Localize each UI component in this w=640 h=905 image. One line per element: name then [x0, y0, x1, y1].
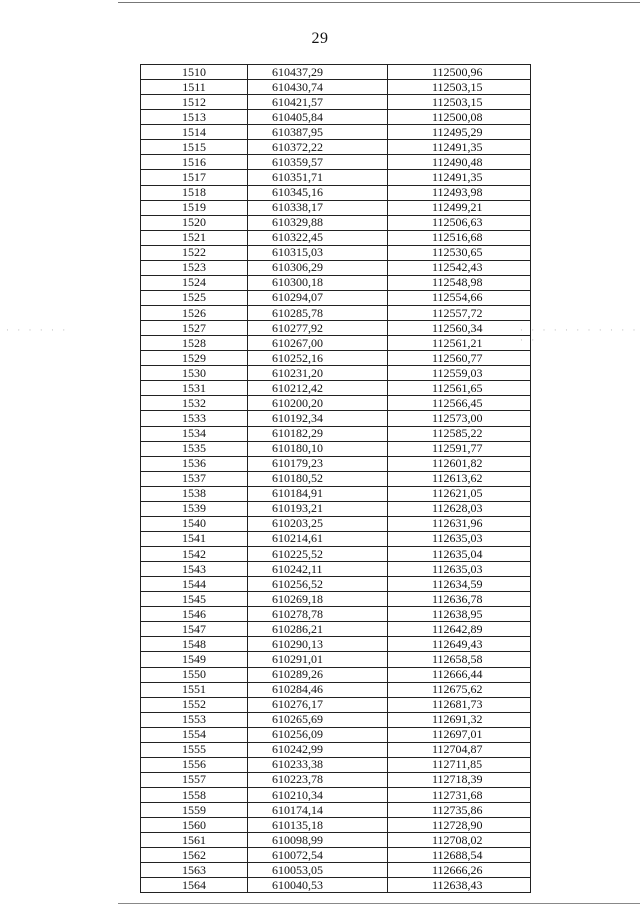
y-coordinate-cell: 112666,26	[388, 863, 531, 878]
y-coordinate-cell: 112636,78	[388, 592, 531, 607]
coordinates-table	[140, 64, 531, 893]
y-coordinate-cell: 112573,00	[388, 411, 531, 426]
table-row	[141, 531, 531, 546]
x-coordinate-cell: 610182,29	[248, 426, 388, 441]
table-row	[141, 863, 531, 878]
point-number-cell: 1542	[141, 547, 248, 562]
y-coordinate-cell: 112548,98	[388, 275, 531, 290]
table-row	[141, 290, 531, 305]
table-row	[141, 727, 531, 742]
x-coordinate-cell: 610345,16	[248, 185, 388, 200]
x-coordinate-cell: 610231,20	[248, 366, 388, 381]
x-coordinate-cell: 610135,18	[248, 818, 388, 833]
y-coordinate-cell: 112634,59	[388, 577, 531, 592]
point-number-cell: 1513	[141, 110, 248, 125]
table-row	[141, 110, 531, 125]
y-coordinate-cell: 112503,15	[388, 95, 531, 110]
y-coordinate-cell: 112635,03	[388, 531, 531, 546]
y-coordinate-cell: 112490,48	[388, 155, 531, 170]
x-coordinate-cell: 610387,95	[248, 125, 388, 140]
table-row	[141, 65, 531, 80]
y-coordinate-cell: 112601,82	[388, 456, 531, 471]
y-coordinate-cell: 112503,15	[388, 80, 531, 95]
y-coordinate-cell: 112697,01	[388, 727, 531, 742]
table-row	[141, 95, 531, 110]
coordinates-table-body	[141, 65, 531, 893]
y-coordinate-cell: 112500,08	[388, 110, 531, 125]
table-row	[141, 230, 531, 245]
x-coordinate-cell: 610179,23	[248, 456, 388, 471]
table-row	[141, 185, 531, 200]
point-number-cell: 1526	[141, 306, 248, 321]
y-coordinate-cell: 112691,32	[388, 712, 531, 727]
x-coordinate-cell: 610306,29	[248, 260, 388, 275]
y-coordinate-cell: 112666,44	[388, 667, 531, 682]
table-row	[141, 366, 531, 381]
x-coordinate-cell: 610180,52	[248, 471, 388, 486]
table-row	[141, 803, 531, 818]
x-coordinate-cell: 610285,78	[248, 306, 388, 321]
table-row	[141, 592, 531, 607]
point-number-cell: 1539	[141, 501, 248, 516]
x-coordinate-cell: 610212,42	[248, 381, 388, 396]
point-number-cell: 1516	[141, 155, 248, 170]
y-coordinate-cell: 112495,29	[388, 125, 531, 140]
x-coordinate-cell: 610267,00	[248, 336, 388, 351]
x-coordinate-cell: 610329,88	[248, 215, 388, 230]
x-coordinate-cell: 610300,18	[248, 275, 388, 290]
table-row	[141, 516, 531, 531]
x-coordinate-cell: 610351,71	[248, 170, 388, 185]
table-row	[141, 637, 531, 652]
point-number-cell: 1550	[141, 667, 248, 682]
point-number-cell: 1524	[141, 275, 248, 290]
table-row	[141, 275, 531, 290]
point-number-cell: 1553	[141, 712, 248, 727]
x-coordinate-cell: 610242,11	[248, 562, 388, 577]
y-coordinate-cell: 112704,87	[388, 742, 531, 757]
x-coordinate-cell: 610294,07	[248, 290, 388, 305]
x-coordinate-cell: 610223,78	[248, 772, 388, 787]
point-number-cell: 1546	[141, 607, 248, 622]
y-coordinate-cell: 112591,77	[388, 441, 531, 456]
point-number-cell: 1520	[141, 215, 248, 230]
x-coordinate-cell: 610269,18	[248, 592, 388, 607]
bottom-rule	[118, 903, 640, 904]
x-coordinate-cell: 610265,69	[248, 712, 388, 727]
x-coordinate-cell: 610277,92	[248, 321, 388, 336]
table-row	[141, 712, 531, 727]
x-coordinate-cell: 610193,21	[248, 501, 388, 516]
table-row	[141, 351, 531, 366]
table-row	[141, 471, 531, 486]
top-rule	[118, 2, 640, 3]
x-coordinate-cell: 610200,20	[248, 396, 388, 411]
point-number-cell: 1557	[141, 772, 248, 787]
point-number-cell: 1564	[141, 878, 248, 893]
point-number-cell: 1525	[141, 290, 248, 305]
y-coordinate-cell: 112635,03	[388, 562, 531, 577]
point-number-cell: 1554	[141, 727, 248, 742]
y-coordinate-cell: 112658,58	[388, 652, 531, 667]
y-coordinate-cell: 112491,35	[388, 140, 531, 155]
point-number-cell: 1535	[141, 441, 248, 456]
point-number-cell: 1548	[141, 637, 248, 652]
x-coordinate-cell: 610284,46	[248, 682, 388, 697]
x-coordinate-cell: 610430,74	[248, 80, 388, 95]
point-number-cell: 1540	[141, 516, 248, 531]
x-coordinate-cell: 610421,57	[248, 95, 388, 110]
x-coordinate-cell: 610225,52	[248, 547, 388, 562]
x-coordinate-cell: 610338,17	[248, 200, 388, 215]
point-number-cell: 1518	[141, 185, 248, 200]
scan-artifact-dots-left: · · · · · ·	[6, 325, 69, 335]
point-number-cell: 1510	[141, 65, 248, 80]
point-number-cell: 1555	[141, 742, 248, 757]
y-coordinate-cell: 112560,77	[388, 351, 531, 366]
point-number-cell: 1523	[141, 260, 248, 275]
y-coordinate-cell: 112561,65	[388, 381, 531, 396]
x-coordinate-cell: 610184,91	[248, 486, 388, 501]
y-coordinate-cell: 112542,43	[388, 260, 531, 275]
y-coordinate-cell: 112621,05	[388, 486, 531, 501]
x-coordinate-cell: 610214,61	[248, 531, 388, 546]
point-number-cell: 1519	[141, 200, 248, 215]
y-coordinate-cell: 112635,04	[388, 547, 531, 562]
point-number-cell: 1547	[141, 622, 248, 637]
table-row	[141, 170, 531, 185]
scan-artifact-dots-right: · · · · · · · · · · · · ·	[520, 325, 639, 345]
x-coordinate-cell: 610192,34	[248, 411, 388, 426]
table-row	[141, 667, 531, 682]
point-number-cell: 1544	[141, 577, 248, 592]
table-row	[141, 80, 531, 95]
point-number-cell: 1530	[141, 366, 248, 381]
table-row	[141, 200, 531, 215]
x-coordinate-cell: 610242,99	[248, 742, 388, 757]
table-row	[141, 742, 531, 757]
point-number-cell: 1560	[141, 818, 248, 833]
y-coordinate-cell: 112561,21	[388, 336, 531, 351]
point-number-cell: 1534	[141, 426, 248, 441]
table-row	[141, 321, 531, 336]
table-row	[141, 788, 531, 803]
point-number-cell: 1545	[141, 592, 248, 607]
point-number-cell: 1551	[141, 682, 248, 697]
table-row	[141, 682, 531, 697]
point-number-cell: 1563	[141, 863, 248, 878]
point-number-cell: 1527	[141, 321, 248, 336]
table-row	[141, 336, 531, 351]
x-coordinate-cell: 610372,22	[248, 140, 388, 155]
point-number-cell: 1556	[141, 757, 248, 772]
y-coordinate-cell: 112516,68	[388, 230, 531, 245]
point-number-cell: 1522	[141, 245, 248, 260]
x-coordinate-cell: 610256,09	[248, 727, 388, 742]
point-number-cell: 1511	[141, 80, 248, 95]
table-row	[141, 140, 531, 155]
point-number-cell: 1512	[141, 95, 248, 110]
table-row	[141, 260, 531, 275]
table-row	[141, 562, 531, 577]
x-coordinate-cell: 610256,52	[248, 577, 388, 592]
y-coordinate-cell: 112554,66	[388, 290, 531, 305]
point-number-cell: 1549	[141, 652, 248, 667]
y-coordinate-cell: 112708,02	[388, 833, 531, 848]
x-coordinate-cell: 610290,13	[248, 637, 388, 652]
table-row	[141, 486, 531, 501]
table-row	[141, 878, 531, 893]
x-coordinate-cell: 610203,25	[248, 516, 388, 531]
x-coordinate-cell: 610233,38	[248, 757, 388, 772]
table-row	[141, 697, 531, 712]
x-coordinate-cell: 610315,03	[248, 245, 388, 260]
table-row	[141, 215, 531, 230]
y-coordinate-cell: 112711,85	[388, 757, 531, 772]
y-coordinate-cell: 112631,96	[388, 516, 531, 531]
table-row	[141, 441, 531, 456]
x-coordinate-cell: 610072,54	[248, 848, 388, 863]
y-coordinate-cell: 112638,43	[388, 878, 531, 893]
point-number-cell: 1532	[141, 396, 248, 411]
y-coordinate-cell: 112560,34	[388, 321, 531, 336]
point-number-cell: 1537	[141, 471, 248, 486]
x-coordinate-cell: 610040,53	[248, 878, 388, 893]
y-coordinate-cell: 112585,22	[388, 426, 531, 441]
y-coordinate-cell: 112628,03	[388, 501, 531, 516]
point-number-cell: 1558	[141, 788, 248, 803]
point-number-cell: 1562	[141, 848, 248, 863]
table-row	[141, 577, 531, 592]
x-coordinate-cell: 610098,99	[248, 833, 388, 848]
table-row	[141, 306, 531, 321]
table-row	[141, 772, 531, 787]
y-coordinate-cell: 112681,73	[388, 697, 531, 712]
point-number-cell: 1541	[141, 531, 248, 546]
y-coordinate-cell: 112675,62	[388, 682, 531, 697]
y-coordinate-cell: 112649,43	[388, 637, 531, 652]
table-row	[141, 501, 531, 516]
x-coordinate-cell: 610252,16	[248, 351, 388, 366]
table-row	[141, 652, 531, 667]
x-coordinate-cell: 610289,26	[248, 667, 388, 682]
point-number-cell: 1514	[141, 125, 248, 140]
point-number-cell: 1528	[141, 336, 248, 351]
table-row	[141, 125, 531, 140]
y-coordinate-cell: 112491,35	[388, 170, 531, 185]
x-coordinate-cell: 610291,01	[248, 652, 388, 667]
x-coordinate-cell: 610359,57	[248, 155, 388, 170]
y-coordinate-cell: 112559,03	[388, 366, 531, 381]
x-coordinate-cell: 610276,17	[248, 697, 388, 712]
y-coordinate-cell: 112613,62	[388, 471, 531, 486]
point-number-cell: 1521	[141, 230, 248, 245]
x-coordinate-cell: 610210,34	[248, 788, 388, 803]
x-coordinate-cell: 610405,84	[248, 110, 388, 125]
point-number-cell: 1536	[141, 456, 248, 471]
y-coordinate-cell: 112530,65	[388, 245, 531, 260]
point-number-cell: 1543	[141, 562, 248, 577]
page-number: 29	[311, 30, 329, 47]
y-coordinate-cell: 112735,86	[388, 803, 531, 818]
table-row	[141, 607, 531, 622]
table-row	[141, 848, 531, 863]
table-row	[141, 396, 531, 411]
y-coordinate-cell: 112718,39	[388, 772, 531, 787]
x-coordinate-cell: 610286,21	[248, 622, 388, 637]
table-row	[141, 547, 531, 562]
table-row	[141, 456, 531, 471]
table-row	[141, 818, 531, 833]
table-row	[141, 411, 531, 426]
x-coordinate-cell: 610053,05	[248, 863, 388, 878]
table-row	[141, 426, 531, 441]
y-coordinate-cell: 112499,21	[388, 200, 531, 215]
x-coordinate-cell: 610174,14	[248, 803, 388, 818]
y-coordinate-cell: 112493,98	[388, 185, 531, 200]
table-row	[141, 833, 531, 848]
y-coordinate-cell: 112731,68	[388, 788, 531, 803]
point-number-cell: 1529	[141, 351, 248, 366]
point-number-cell: 1561	[141, 833, 248, 848]
table-row	[141, 622, 531, 637]
y-coordinate-cell: 112500,96	[388, 65, 531, 80]
point-number-cell: 1552	[141, 697, 248, 712]
x-coordinate-cell: 610278,78	[248, 607, 388, 622]
table-row	[141, 757, 531, 772]
point-number-cell: 1515	[141, 140, 248, 155]
y-coordinate-cell: 112642,89	[388, 622, 531, 637]
table-row	[141, 381, 531, 396]
x-coordinate-cell: 610322,45	[248, 230, 388, 245]
y-coordinate-cell: 112566,45	[388, 396, 531, 411]
table-row	[141, 245, 531, 260]
y-coordinate-cell: 112506,63	[388, 215, 531, 230]
y-coordinate-cell: 112688,54	[388, 848, 531, 863]
point-number-cell: 1559	[141, 803, 248, 818]
x-coordinate-cell: 610180,10	[248, 441, 388, 456]
point-number-cell: 1517	[141, 170, 248, 185]
y-coordinate-cell: 112728,90	[388, 818, 531, 833]
table-row	[141, 155, 531, 170]
x-coordinate-cell: 610437,29	[248, 65, 388, 80]
point-number-cell: 1533	[141, 411, 248, 426]
y-coordinate-cell: 112557,72	[388, 306, 531, 321]
point-number-cell: 1531	[141, 381, 248, 396]
point-number-cell: 1538	[141, 486, 248, 501]
y-coordinate-cell: 112638,95	[388, 607, 531, 622]
